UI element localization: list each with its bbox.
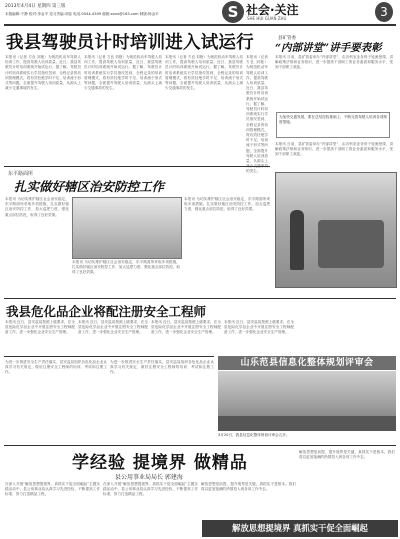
article-body-hazchem-col3: 本报讯 近日，县安监局按照上级要求，在全县危险化学品企业中开展注册安全工程师配备工作，进一步强化企业安全生产管理。 — [151, 320, 221, 335]
footer-banner-text: 解放思想提境界 真抓实干促全面崛起 — [232, 523, 368, 533]
agency-line: 东平路面所 — [8, 171, 34, 177]
headline-learn-experience: 学经验 提境界 做精品 — [72, 453, 248, 473]
section-title: 社会·关注 — [246, 3, 299, 17]
headline-security: 扎实做好辖区治安防控工作 — [14, 179, 165, 194]
article-body-learn-col2: 在深入开展“解放思想提境界、真抓实干促全面崛起”主题实践活动中，县公用事业局认真学习先进经验，不断提高工作标准，努力打造精品工程。 — [103, 482, 198, 497]
article-body-security-col2: 本报讯 为切实维护辖区社会治安稳定，东平路面所采取多项措施，扎实做好辖区治安防控工作，加大巡逻力度，强化重点部位防范，取得了良好效果。 — [72, 260, 180, 275]
footer-banner — [202, 520, 398, 537]
article-body-driver-col4: 本报讯（记者 方良 刘艳）为规范机动车驾驶人培训工作，提高驾驶人培训质量，近日，我县驾驶员计时培训系统开始试运行。据了解，驾驶员计时培训系统实行学员指纹签到、全程记录的培训管理模式，将有效杜绝学时不足、培训流于形式等问题，全面提升驾驶人培训质量，从源头上 的发生。 — [246, 55, 268, 174]
divider-4 — [4, 445, 396, 446]
divider-2 — [4, 298, 396, 299]
divider-3 — [4, 356, 214, 357]
header-editor-line: 本版编辑:于静 校对:李金平 见习责编:刘蕊 电话:0544-4309 邮箱:xxxx@163.com 制版:杨金平 — [5, 12, 159, 16]
section-logo: S — [222, 1, 244, 23]
event-banner — [218, 356, 396, 370]
photo-meeting-table — [218, 416, 396, 431]
photo-security-patrol — [72, 197, 182, 259]
subhead-author: 县公用事业局局长 郭建海 — [115, 474, 183, 481]
event-banner-text: 山乐范县信息化整体规划评审会 — [240, 358, 374, 368]
header-date-line: 2013年4月4日 星期四 第三版 — [5, 4, 66, 9]
article-body-driver-col1: 本报讯（记者 方良 刘艳）为规范机动车驾驶人培训工作，提高驾驶人培训质量，近日，我县驾驶员计时培训系统开始试运行。据了解，驾驶员计时培训系统实行学员指纹签到、全程记录的培训管理模式，将有效杜绝学时不足、培训流于形式等问题，全面提升驾驶人培训质量，从源头上减少交通事故的发生。 — [5, 55, 81, 91]
article-body-hazchem-col4: 本报讯 近日，县安监局按照上级要求，在全县危险化学品企业中开展注册安全工程师配备工作，进一步强化企业安全生产管理。 — [224, 320, 294, 335]
page-number-badge — [375, 2, 393, 22]
article-body-learn-col1: 在深入开展“解放思想提境界、真抓实干促全面崛起”主题实践活动中，县公用事业局认真学习先进经验，不断提高工作标准，努力打造精品工程。 — [5, 482, 100, 497]
article-body-long-col1: 为进一步推进安全生产责任落实，县安监局组织各危化品企业认真学习有关规定，做好注册安全工程师的培训、考试和注册工作。 — [5, 360, 107, 375]
sidebar-kicker: 县矿管委 — [278, 36, 296, 41]
sidebar-body-2: 本报讯 日前，县矿管委举办“内部讲堂”，由各科室业务骨干轮流授课，讲解政策法规和业务知识，进一步提高干部职工的业务素质和服务水平，受到干部职工欢迎。 — [275, 142, 393, 157]
article-body-security-col3: 本报讯 为切实维护辖区社会治安稳定，东平路面所采取多项措施，扎实做好辖区治安防控工作，加大巡逻力度，强化重点部位防范，取得了良好效果。 — [184, 197, 270, 212]
article-body-long-col2: 为进一步推进安全生产责任落实，县安监局组织各危化品企业认真学习有关规定，做好注册安全工程师的培训、考试和注册工作。 — [110, 360, 214, 375]
page-number: 3 — [380, 5, 388, 19]
article-body-driver-col3: 本报讯（记者 方良 刘艳）为规范机动车驾驶人培训工作，提高驾驶人培训质量，近日，我县驾驶员计时培训系统开始试运行。据了解，驾驶员计时培训系统实行学员指纹签到、全程记录的培训管理模式，将有效杜绝学时不足、培训流于形式等问题，全面提升驾驶人培训质量，从源头上减少交通事故的发生。 — [165, 55, 243, 91]
article-body-learn-col4: 解放思想是前提，提升境界是关键，真抓实干是根本。我们将以更加饱满的热情投入到各项工作中去。 — [299, 450, 395, 460]
sidebar-body: 本报讯 日前，县矿管委举办“内部讲堂”，由各科室业务骨干轮流授课，讲解政策法规和业务知识，进一步提高干部职工的业务素质和服务水平，受到干部职工欢迎。 — [275, 55, 393, 70]
headline-hazchem: 我县危化品企业将配注册安全工程师 — [6, 304, 207, 319]
article-body-driver-col2: 本报讯（记者 方良 刘艳）为规范机动车驾驶人培训工作，提高驾驶人培训质量，近日，我县驾驶员计时培训系统开始试运行。据了解，驾驶员计时培训系统实行学员指纹签到、全程记录的培训管理模式，将有效杜绝学时不足、培训流于形式等问题，全面提升驾驶人培训质量，从源头上减少交通事故的发生。 — [84, 55, 162, 91]
article-body-hazchem-col1: 本报讯 近日，县安监局按照上级要求，在全县危险化学品企业中开展注册安全工程师配备工作，进一步强化企业安全生产管理。 — [5, 320, 75, 335]
photo-vehicle-shape — [318, 220, 384, 268]
quote-box — [276, 112, 390, 138]
photo-caption: 3月20日，我县信息化整体规划评审会召开。 — [218, 433, 290, 437]
article-body-hazchem-col2: 本报讯 近日，县安监局按照上级要求，在全县危险化学品企业中开展注册安全工程师配备工作，进一步强化企业安全生产管理。 — [78, 320, 148, 335]
divider-1 — [4, 166, 270, 167]
sidebar-title: “内部讲堂”讲手要表彰 — [275, 42, 382, 54]
headline-driver-training: 我县驾驶员计时培训进入试运行 — [6, 33, 254, 53]
article-body-learn-col3: 解放思想是前提，提升境界是关键，真抓实干是根本。我们将以更加饱满的热情投入到各项工作中去。 — [201, 482, 296, 492]
header-rule — [4, 24, 396, 26]
quote-text: 为加快交通发展，要在总结经验基础上，不断完善驾驶人培训各项制度措施。 — [279, 115, 387, 125]
section-subtitle: SHE HUI GUAN ZHU — [247, 16, 287, 21]
article-body-security-col1: 本报讯 为切实维护辖区社会治安稳定，东平路面所采取多项措施，扎实做好辖区治安防控工作，加大巡逻力度，强化重点部位防范，取得了良好效果。 — [5, 197, 69, 217]
photo-person-shape — [290, 210, 304, 270]
